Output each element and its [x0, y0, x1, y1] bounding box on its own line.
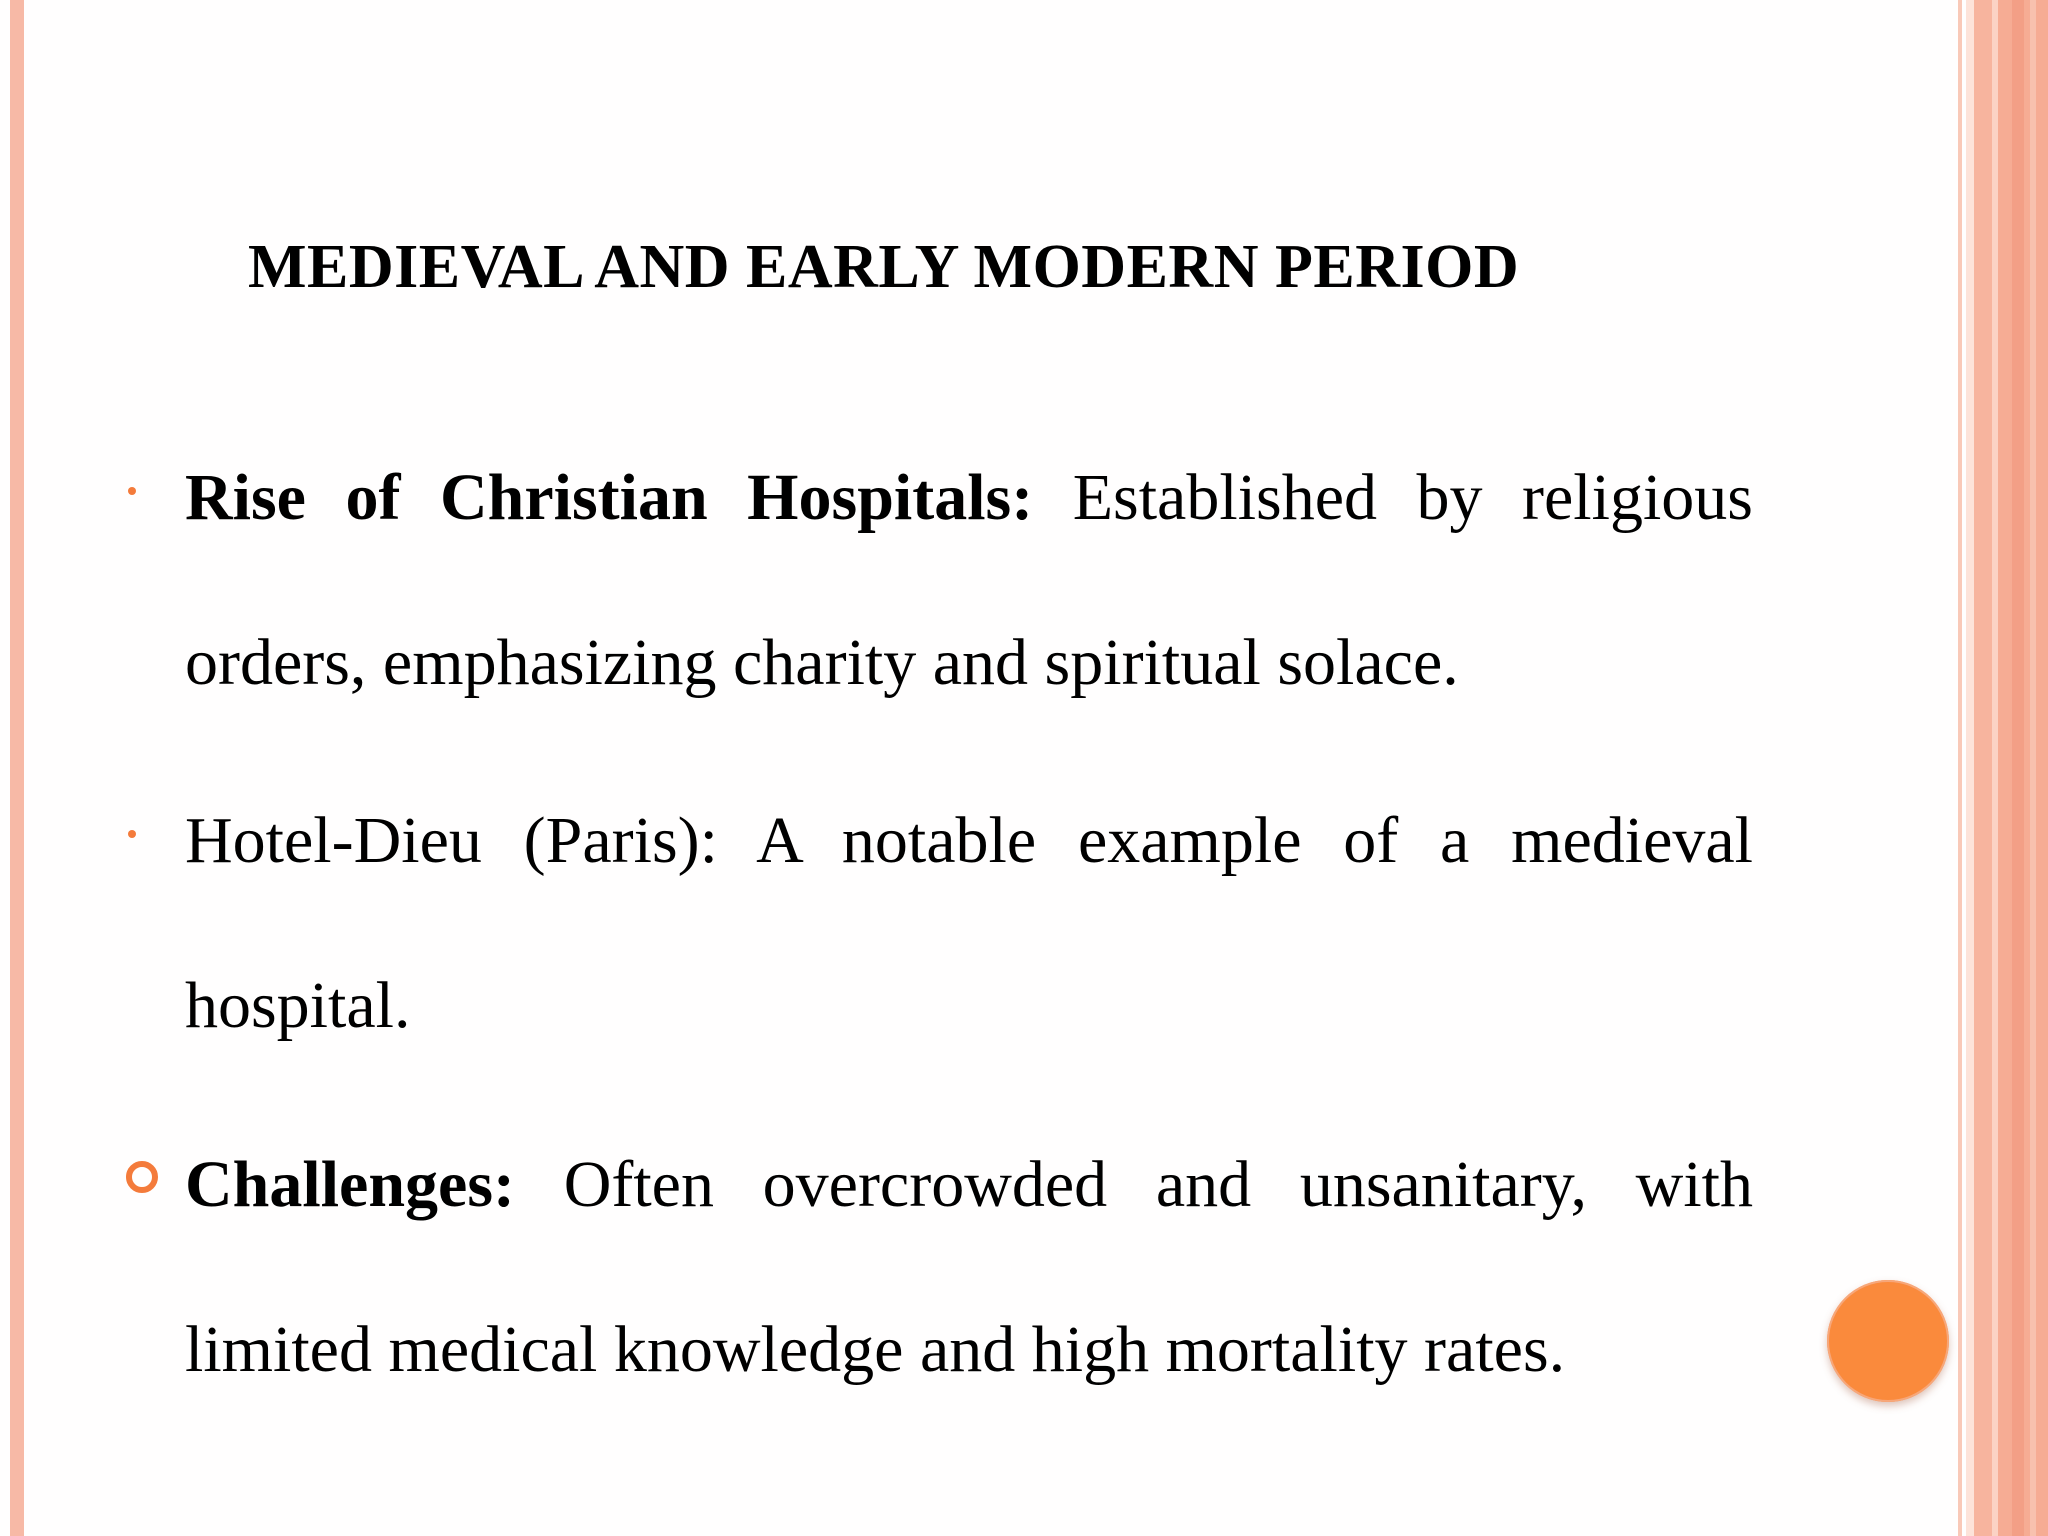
ring-bullet-icon [126, 1161, 158, 1193]
right-decorative-stripe [1974, 0, 1992, 1536]
small-dot-bullet-icon [128, 487, 136, 495]
right-decorative-stripe [1958, 0, 1962, 1536]
bullet-bold-label: Challenges: [185, 1148, 515, 1221]
right-decorative-stripe [2012, 0, 2024, 1536]
slide-title: MEDIEVAL AND EARLY MODERN PERIOD [248, 233, 1520, 301]
small-dot-bullet-icon [128, 830, 136, 838]
bullet-item [185, 415, 1753, 745]
bullet-bold-label: Rise of Christian Hospitals: [185, 461, 1034, 534]
bullet-item [185, 1102, 1753, 1432]
orange-circle-icon [1827, 1280, 1949, 1402]
left-decorative-stripe [10, 0, 24, 1536]
bullet-text: Often overcrowded and unsanitary, with limited medical knowledge and high mortality rates. [185, 1148, 1753, 1386]
right-decorative-stripe [2030, 0, 2036, 1536]
right-decorative-stripe [1966, 0, 1974, 1536]
bullet-item [185, 758, 1753, 1088]
bullet-text: Hotel-Dieu (Paris): A notable example of a medieval hospital. [185, 804, 1753, 1042]
bullet-text: Established by religious orders, emphasizing charity and spiritual solace. [185, 461, 1753, 699]
